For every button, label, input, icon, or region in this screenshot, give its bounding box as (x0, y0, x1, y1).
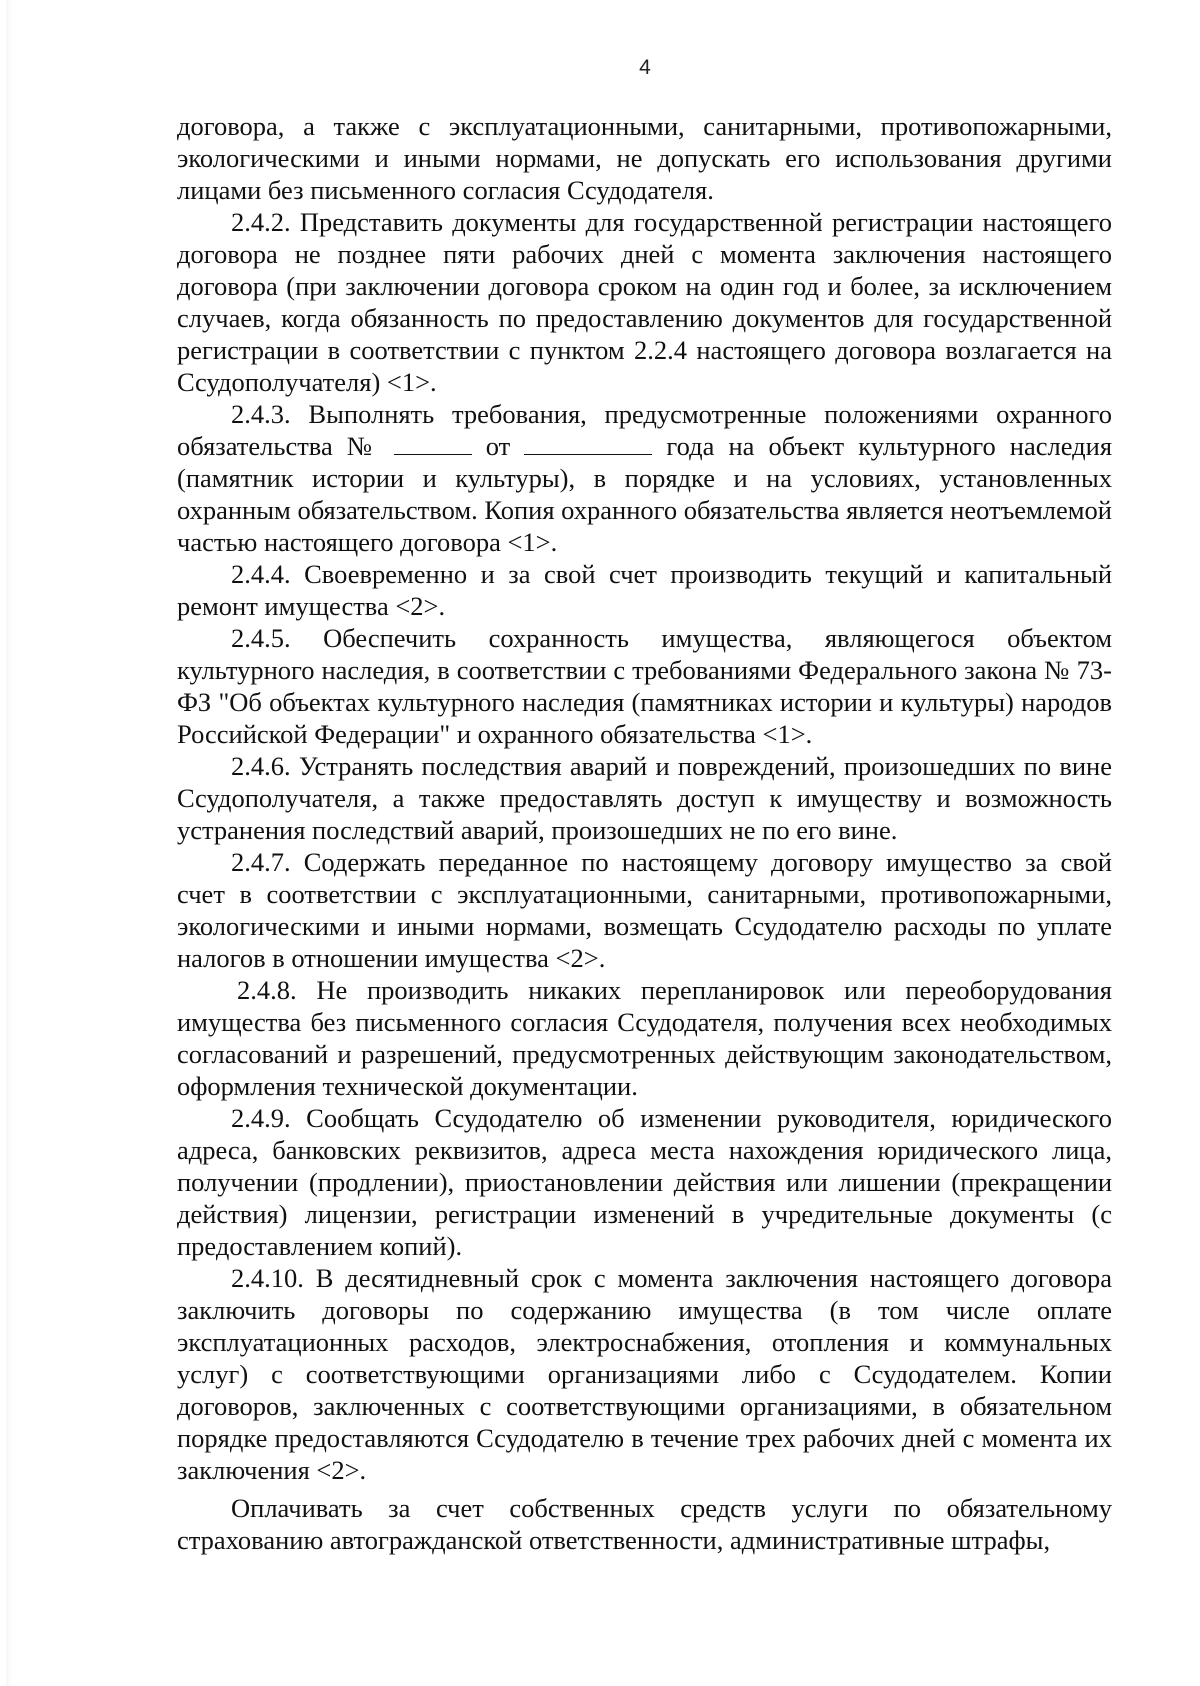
paragraph-2-4-3-part1: 2.4.3. Выполнять требования, предусмотренные положениями охранного обязательства № (177, 399, 1112, 461)
paragraph-2-4-9: 2.4.9. Сообщать Ссудодателю об изменении руководителя, юридического адреса, банковских реквизитов, адреса места нахождения юридического лица, получении (продлении), приостановлении действия или лишении (прекращении действия) лицензии, регистрации изменений в учредительные документы (с предоставлением копий). (177, 1103, 1112, 1261)
paragraph-2-4-4: 2.4.4. Своевременно и за свой счет производить текущий и капитальный ремонт имущества <2>. (177, 559, 1112, 621)
paragraph-2-4-6: 2.4.6. Устранять последствия аварий и повреждений, произошедших по вине Ссудополучателя, а также предоставлять доступ к имуществу и возможность устранения последствий аварий, произошедших не по его вине. (177, 751, 1112, 845)
paragraph-continuation: договора, а также с эксплуатационными, санитарными, противопожарными, экологическими и иными нормами, не допускать его использования другими лицами без письменного согласия Ссудодателя. (177, 111, 1112, 205)
obligation-date-blank (524, 432, 652, 455)
paragraph-2-4-3-part3: года на объект культурного наследия (памятник истории и культуры), в порядке и на условиях, установленных охранным обязательством. Копия охранного обязательства является неотъемлемой частью настоящего договора <1>. (177, 431, 1113, 557)
paragraph-final: Оплачивать за счет собственных средств услуги по обязательному страхованию автогражданской ответственности, административные штрафы, (177, 1493, 1112, 1555)
paragraph-2-4-3 (177, 398, 1112, 558)
paragraph-2-4-5: 2.4.5. Обеспечить сохранность имущества, являющегося объектом культурного наследия, в соответствии с требованиями Федерального закона № 73-ФЗ "Об объектах культурного наследия (памятниках истории и культуры) народов Российской Федерации" и охранного обязательства <1>. (177, 623, 1112, 749)
document-body (177, 110, 1112, 1556)
page-number: 4 (639, 56, 651, 79)
paragraph-2-4-8: 2.4.8. Не производить никаких перепланировок или переоборудования имущества без письменного согласия Ссудодателя, получения всех необходимых согласований и разрешений, предусмотренных действующим законодательством, оформления технической документации. (177, 975, 1112, 1101)
paragraph-2-4-2: 2.4.2. Представить документы для государственной регистрации настоящего договора не позднее пяти рабочих дней с момента заключения настоящего договора (при заключении договора сроком на один год и более, за исключением случаев, когда обязанность по предоставлению документов для государственной регистрации в соответствии с пунктом 2.2.4 настоящего договора возлагается на Ссудополучателя) <1>. (177, 207, 1112, 397)
paragraph-2-4-3-part2: от (471, 431, 525, 461)
paragraph-2-4-7: 2.4.7. Содержать переданное по настоящему договору имущество за свой счет в соответствии с эксплуатационными, санитарными, противопожарными, экологическими и иными нормами, возмещать Ссудодателю расходы по уплате налогов в отношении имущества <2>. (177, 847, 1112, 973)
obligation-number-blank (394, 432, 472, 455)
paragraph-2-4-10: 2.4.10. В десятидневный срок с момента заключения настоящего договора заключить договоры по содержанию имущества (в том числе оплате эксплуатационных расходов, электроснабжения, отопления и коммунальных услуг) с соответствующими организациями либо с Ссудодателем. Копии договоров, заключенных с соответствующими организациями, в обязательном порядке предоставляются Ссудодателю в течение трех рабочих дней с момента их заключения <2>. (177, 1263, 1112, 1485)
scan-edge-shadow (6, 0, 12, 1686)
